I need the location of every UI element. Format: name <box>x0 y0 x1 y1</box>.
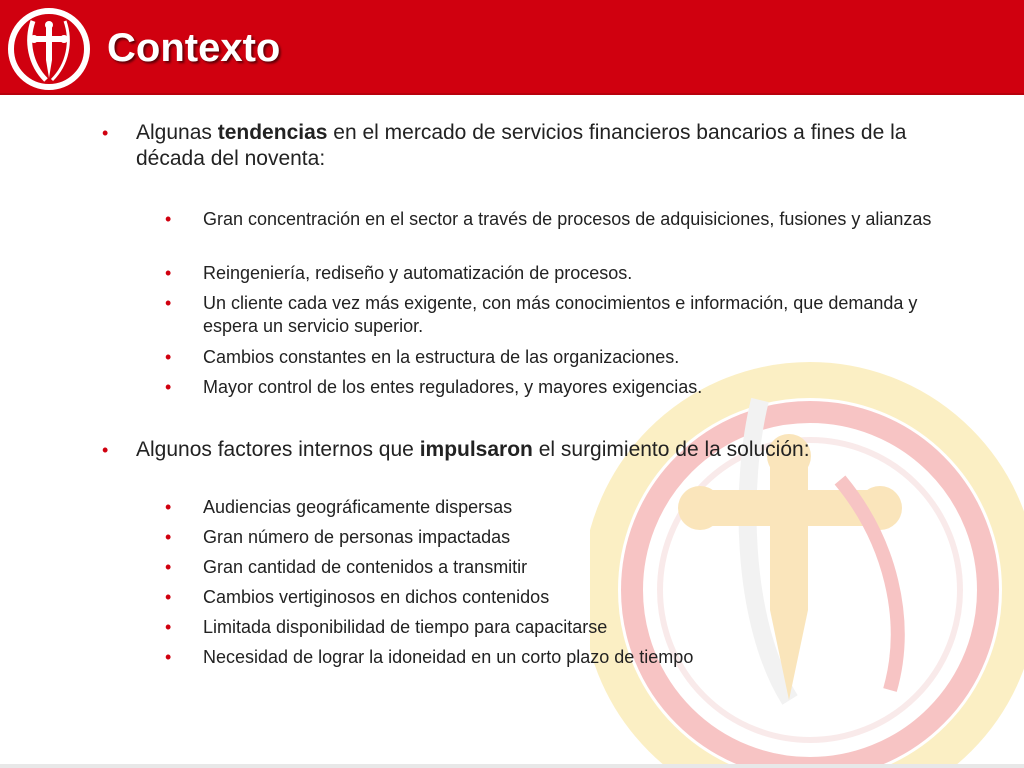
list-item-text: Gran cantidad de contenidos a transmitir <box>203 557 528 577</box>
bullet-icon: • <box>165 377 172 397</box>
list-item <box>165 262 963 285</box>
list-item <box>165 496 963 519</box>
slide-title: Contexto <box>107 26 281 70</box>
list-item <box>165 376 963 399</box>
list-item-text: Gran número de personas impactadas <box>203 527 511 547</box>
bullet-icon: • <box>165 647 172 667</box>
section-1-text-before: Algunas <box>136 121 218 144</box>
section-2-heading <box>102 437 976 463</box>
list-item <box>165 586 963 609</box>
bottom-divider <box>0 764 1024 768</box>
list-item-text: Cambios constantes en la estructura de las organizaciones. <box>203 347 680 367</box>
list-item <box>165 346 963 369</box>
section-2-text-before: Algunos factores internos que <box>136 438 420 461</box>
bullet-icon: • <box>165 209 172 229</box>
list-item-text: Cambios vertiginosos en dichos contenidos <box>203 587 550 607</box>
bullet-icon: • <box>165 617 172 637</box>
list-item-text: Reingeniería, rediseño y automatización de procesos. <box>203 263 633 283</box>
section-2-text-after: el surgimiento de la solución: <box>532 438 810 461</box>
list-item-text: Gran concentración en el sector a través de procesos de adquisiciones, fusiones y alianzas <box>203 209 932 229</box>
bullet-icon: • <box>165 527 172 547</box>
bullet-icon: • <box>102 440 109 460</box>
section-1-bold: tendencias <box>217 121 328 144</box>
list-item-text: Limitada disponibilidad de tiempo para capacitarse <box>203 617 608 637</box>
list-item <box>165 646 963 669</box>
list-item-text: Mayor control de los entes reguladores, y mayores exigencias. <box>203 377 703 397</box>
list-item <box>165 292 963 338</box>
section-1-heading <box>102 120 976 172</box>
list-item-text: Necesidad de lograr la idoneidad en un corto plazo de tiempo <box>203 647 694 667</box>
bullet-icon: • <box>102 123 109 143</box>
section-1-text-after: en el mercado de servicios financieros bancarios a fines de la década del noventa: <box>136 121 907 170</box>
bullet-icon: • <box>165 293 172 313</box>
bullet-icon: • <box>165 557 172 577</box>
bullet-icon: • <box>165 263 172 283</box>
list-item <box>165 556 963 579</box>
bullet-icon: • <box>165 497 172 517</box>
list-item-text: Un cliente cada vez más exigente, con más conocimientos e información, que demanda y espera un servicio superior. <box>203 293 918 336</box>
list-item <box>165 526 963 549</box>
list-item <box>165 208 963 231</box>
list-item-text: Audiencias geográficamente dispersas <box>203 497 513 517</box>
section-2-bold: impulsaron <box>419 438 533 461</box>
bullet-icon: • <box>165 587 172 607</box>
bullet-icon: • <box>165 347 172 367</box>
list-item <box>165 616 963 639</box>
